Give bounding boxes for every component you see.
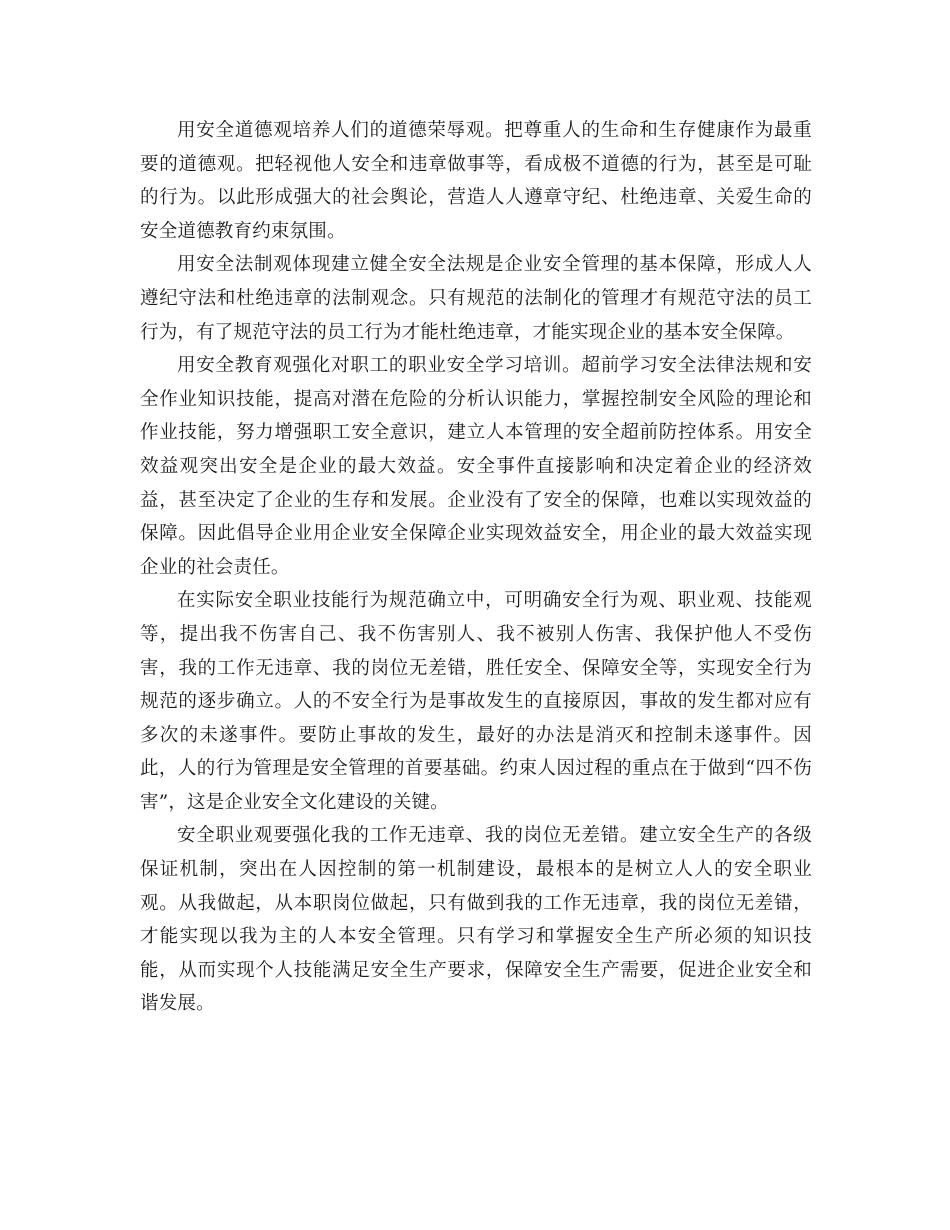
paragraph-safety-morality: 用安全道德观培养人们的道德荣辱观。把尊重人的生命和生存健康作为最重要的道德观。把轻视他人安全和违章做事等，看成极不道德的行为，甚至是可耻的行为。以此形成强大的社会舆论，营造人人遵章守纪、杜绝违章、关爱生命的安全道德教育约束氛围。 (140, 120, 812, 242)
paragraph-safety-legal: 用安全法制观体现建立健全安全法规是企业安全管理的基本保障，形成人人遵纪守法和杜绝违章的法制观念。只有规范的法制化的管理才有规范守法的员工行为，有了规范守法的员工行为才能杜绝违章，才能实现企业的基本安全保障。 (140, 254, 812, 343)
paragraph-safety-education: 用安全教育观强化对职工的职业安全学习培训。超前学习安全法律法规和安全作业知识技能，提高对潜在危险的分析认识能力，掌握控制安全风险的理论和作业技能，努力增强职工安全意识，建立人本管理的安全超前防控体系。用安全效益观突出安全是企业的最大效益。安全事件直接影响和决定着企业的经济效益，甚至决定了企业的生存和发展。企业没有了安全的保障，也难以实现效益的保障。因此倡导企业用企业安全保障企业实现效益安全，用企业的最大效益实现企业的社会责任。 (140, 355, 812, 578)
document-body (140, 114, 812, 1021)
paragraph-safety-career: 安全职业观要强化我的工作无违章、我的岗位无差错。建立安全生产的各级保证机制，突出在人因控制的第一机制建设，最根本的是树立人人的安全职业观。从我做起，从本职岗位做起，只有做到我的工作无违章，我的岗位无差错，才能实现以我为主的人本安全管理。只有学习和掌握安全生产所必须的知识技能，从而实现个人技能满足安全生产要求，保障安全生产需要，促进企业安全和谐发展。 (140, 825, 812, 1015)
paragraph-safety-behavior: 在实际安全职业技能行为规范确立中，可明确安全行为观、职业观、技能观等，提出我不伤害自己、我不伤害别人、我不被别人伤害、我保护他人不受伤害，我的工作无违章、我的岗位无差错，胜任安全、保障安全等，实现安全行为规范的逐步确立。人的不安全行为是事故发生的直接原因，事故的发生都对应有多次的未遂事件。要防止事故的发生，最好的办法是消灭和控制未遂事件。因此，人的行为管理是安全管理的首要基础。约束人因过程的重点在于做到“四不伤害”，这是企业安全文化建设的关键。 (140, 590, 812, 813)
